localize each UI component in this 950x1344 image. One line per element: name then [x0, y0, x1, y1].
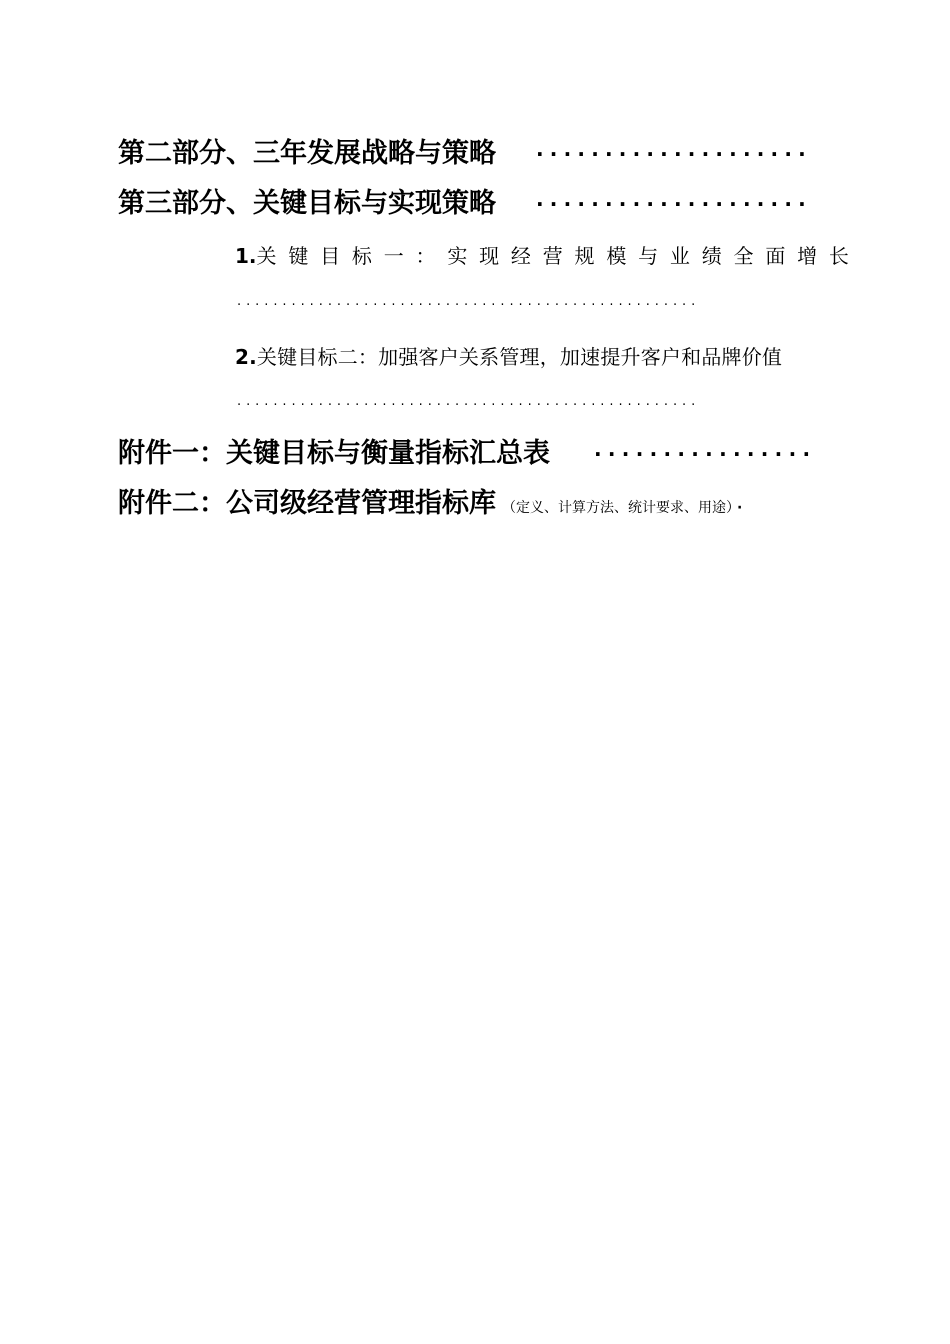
- toc-entry-number: 2.: [235, 345, 257, 369]
- toc-leader-dots: ....................: [536, 187, 812, 211]
- toc-entry-annex1[interactable]: [118, 431, 550, 470]
- toc-entry-part3[interactable]: [118, 181, 496, 220]
- toc-leader-dots: ·: [737, 500, 743, 516]
- toc-leader-dots: ...................................................: [237, 294, 701, 309]
- toc-entry-part2[interactable]: [118, 131, 496, 170]
- toc-entry-title: 第三部分、关键目标与实现策略: [118, 188, 496, 219]
- toc-entry-number: 1.: [235, 244, 257, 268]
- toc-entry-annex2[interactable]: [118, 481, 742, 520]
- toc-entry-title: 附件一：关键目标与衡量指标汇总表: [118, 438, 550, 469]
- toc-entry-title: 附件二：公司级经营管理指标库: [118, 488, 496, 519]
- toc-entry-title: 第二部分、三年发展战略与策略: [118, 138, 496, 169]
- toc-leader-dots: ...................................................: [237, 394, 701, 409]
- toc-entry-title: 关键目标二：加强客户关系管理，加速提升客户和品牌价值: [256, 345, 783, 369]
- toc-entry-goal1[interactable]: [235, 240, 861, 269]
- toc-entry-note: （定义、计算方法、统计要求、用途）: [502, 500, 733, 516]
- toc-leader-dots: ....................: [536, 137, 812, 161]
- toc-leader-dots: ................: [594, 437, 817, 461]
- toc-entry-goal2[interactable]: [235, 341, 782, 370]
- toc-entry-title: 关键目标一：实现经营规模与业绩全面增长: [256, 244, 861, 268]
